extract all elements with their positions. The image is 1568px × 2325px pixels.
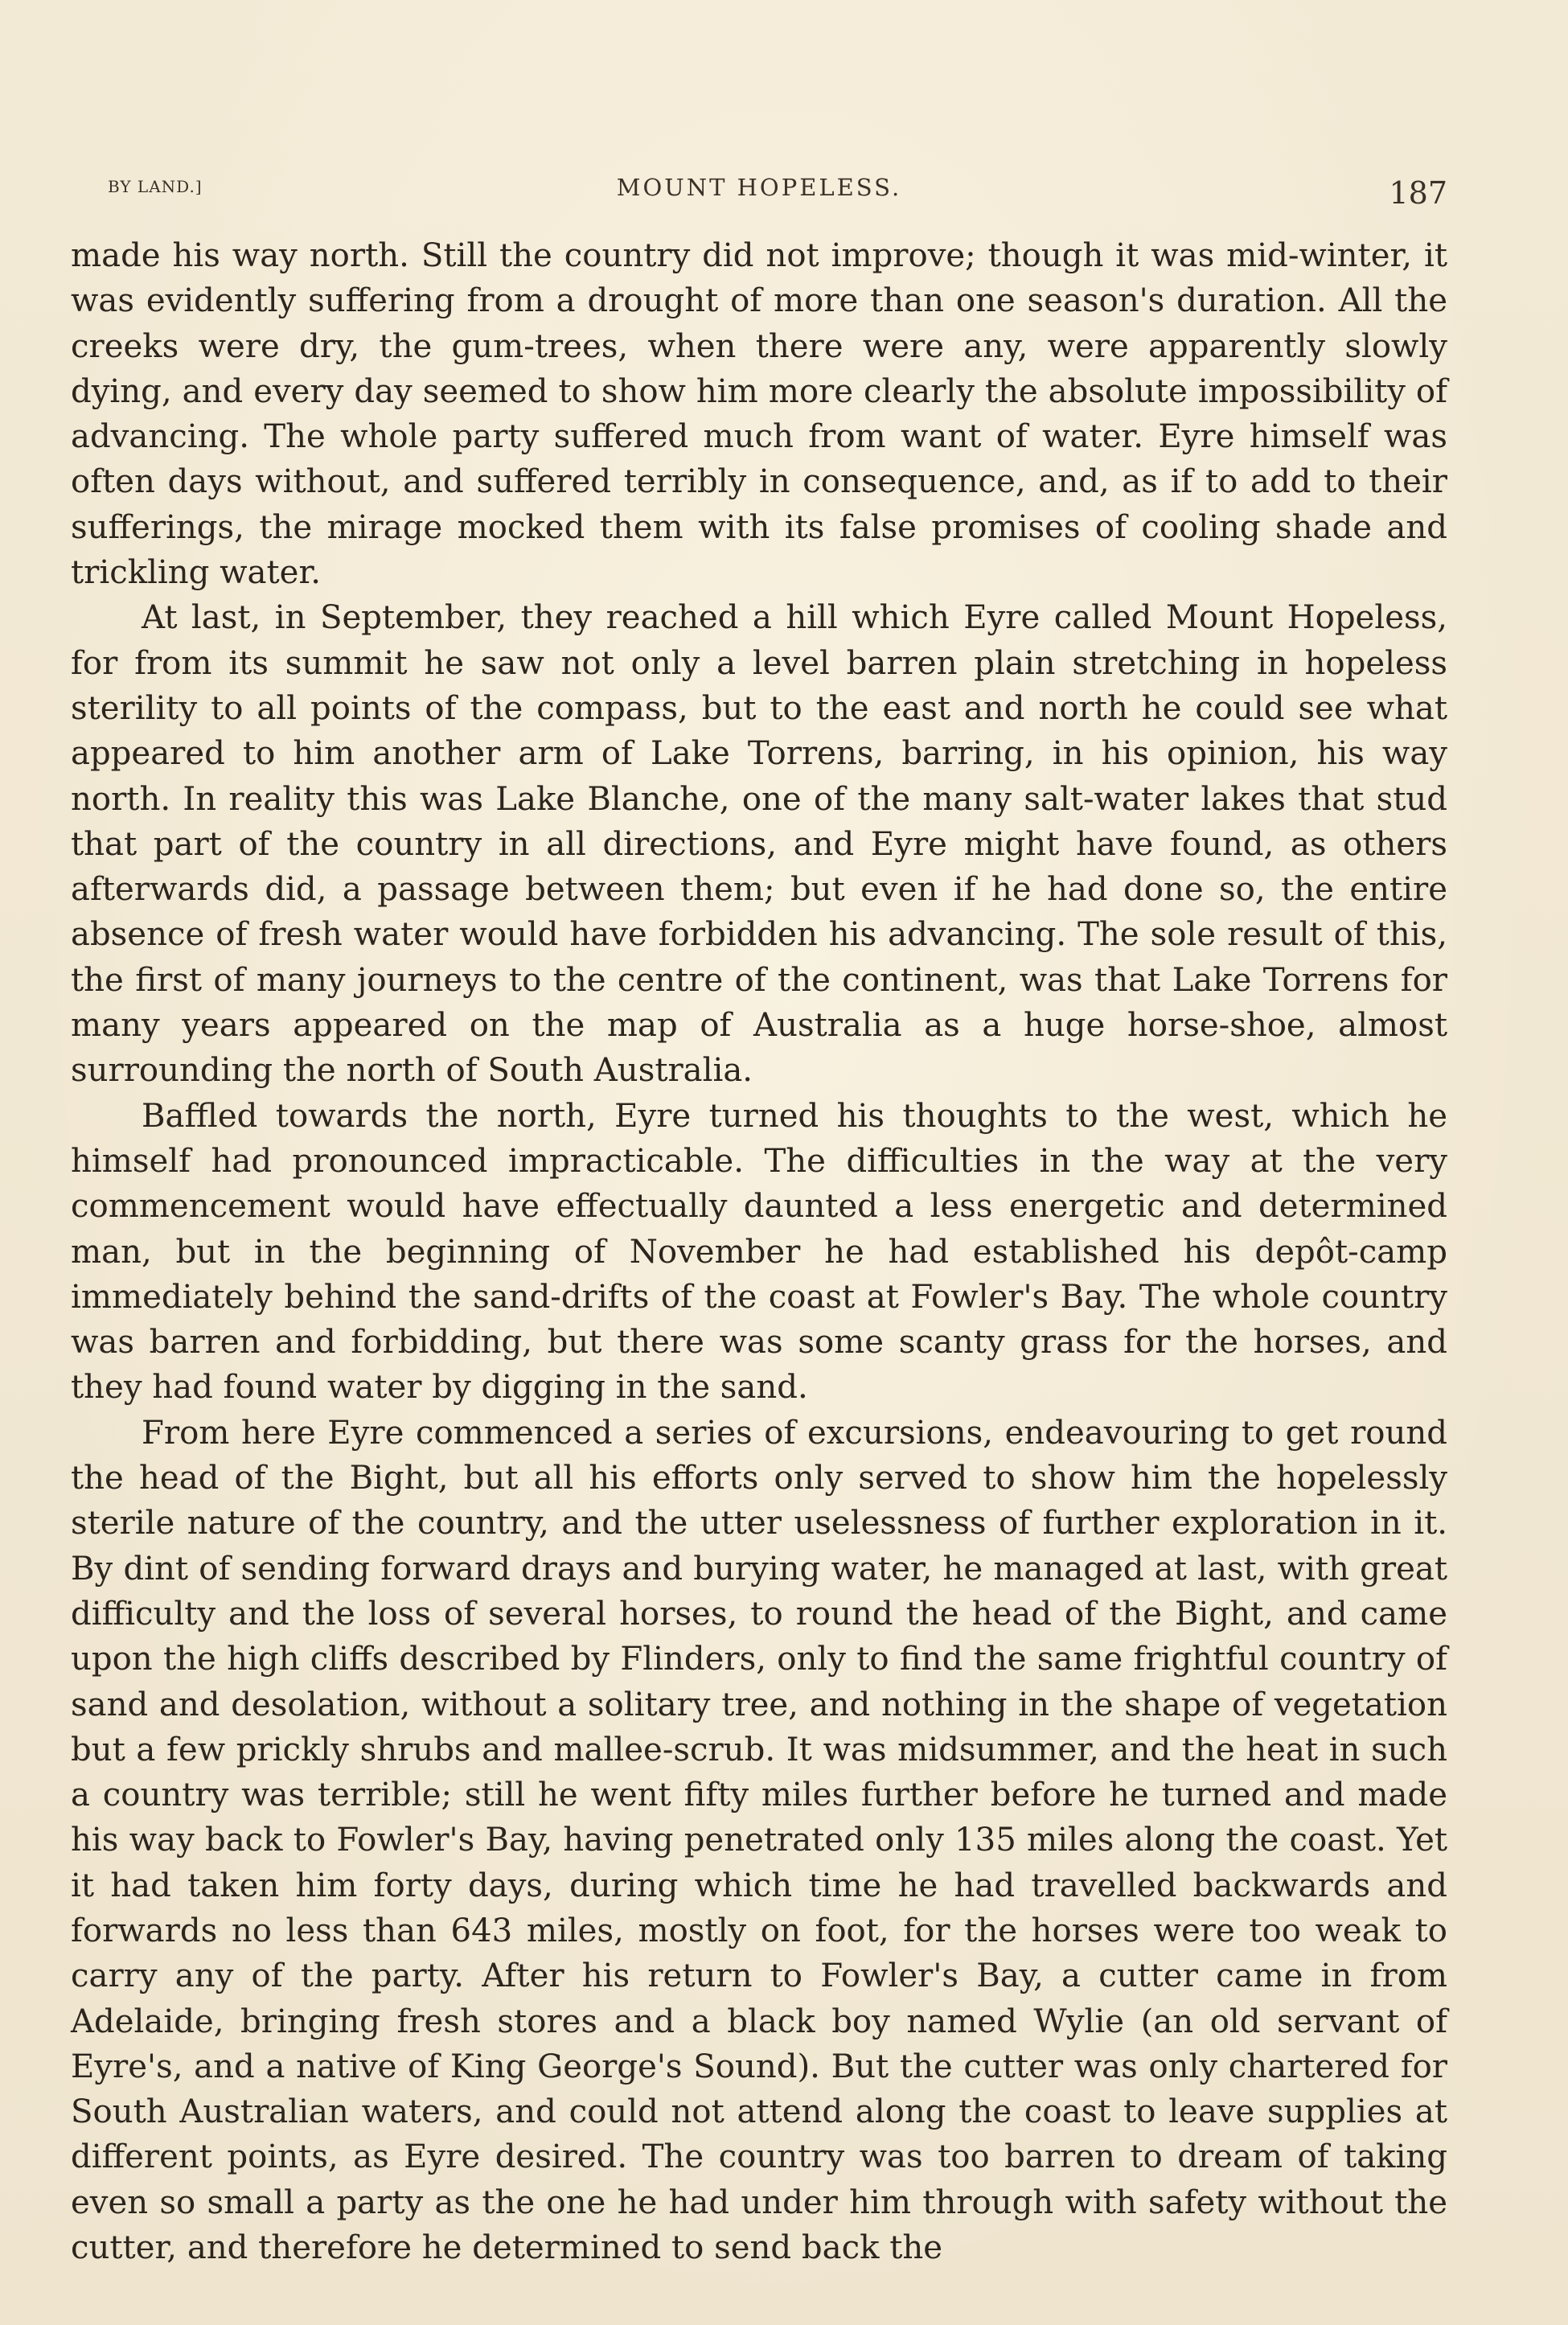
running-header-left: BY LAND.] bbox=[108, 177, 203, 196]
paragraph-4: From here Eyre commenced a series of excursions, endeavouring to get round the head of the Bight, but all his efforts only served to show him the hopelessly sterile nature of the country, and the utter uselessness of further exploration in it. By dint of sending forward drays and burying water, he managed at last, with great difficulty and the loss of several horses, to round the head of the Bight, and came upon the high cliffs described by Flinders, only to find the same frightful country of sand and desolation, without a solitary tree, and nothing in the shape of vegetation but a few prickly shrubs and mallee-scrub. It was midsummer, and the heat in such a country was terrible; still he went fifty miles further before he turned and made his way back to Fowler's Bay, having penetrated only 135 miles along the coast. Yet it had taken him forty days, during which time he had travelled backwards and forwards no less than 643 miles, mostly on foot, for the horses were too weak to carry any of the party. After his return to Fowler's Bay, a cutter came in from Adelaide, bringing fresh stores and a black boy named Wylie (an old servant of Eyre's, and a native of King George's Sound). But the cutter was only chartered for South Australian waters, and could not attend along the coast to leave supplies at different points, as Eyre desired. The country was too barren to dream of taking even so small a party as the one he had under him through with safety without the cutter, and therefore he determined to send back the bbox=[71, 1414, 1447, 2267]
page-number: 187 bbox=[1389, 175, 1447, 211]
paragraph-1: made his way north. Still the country did not improve; though it was mid-winter, it was evidently suffering from a drought of more than one season's duration. All the creeks were dry, the gum-trees, when there were any, were apparently slowly dying, and every day seemed to show him more clearly the absolute impossibility of advancing. The whole party suffered much from want of water. Eyre himself was often days without, and suffered terribly in consequence, and, as if to add to their sufferings, the mirage mocked them with its false promises of cooling shade and trickling water. bbox=[71, 237, 1447, 592]
body-text bbox=[71, 233, 1447, 2270]
paragraph-2: At last, in September, they reached a hill which Eyre called Mount Hopeless, for from its summit he saw not only a level barren plain stretching in hopeless sterility to all points of the compass, but to the east and north he could see what appeared to him another arm of Lake Torrens, barring, in his opinion, his way north. In reality this was Lake Blanche, one of the many salt-water lakes that stud that part of the country in all directions, and Eyre might have found, as others afterwards did, a passage between them; but even if he had done so, the entire absence of fresh water would have forbidden his advancing. The sole result of this, the first of many journeys to the centre of the continent, was that Lake Torrens for many years appeared on the map of Australia as a huge horse-shoe, almost surrounding the north of South Australia. bbox=[71, 599, 1447, 1090]
running-title: MOUNT HOPELESS. bbox=[616, 174, 902, 201]
paragraph-3: Baffled towards the north, Eyre turned his thoughts to the west, which he himself had pronounced impracticable. The difficulties in the way at the very commencement would have effectually daunted a less energetic and determined man, but in the beginning of November he had established his depôt-camp immediately behind the sand-drifts of the coast at Fowler's Bay. The whole country was barren and forbidding, but there was some scanty grass for the horses, and they had found water by digging in the sand. bbox=[71, 1097, 1447, 1407]
running-header bbox=[71, 169, 1447, 217]
